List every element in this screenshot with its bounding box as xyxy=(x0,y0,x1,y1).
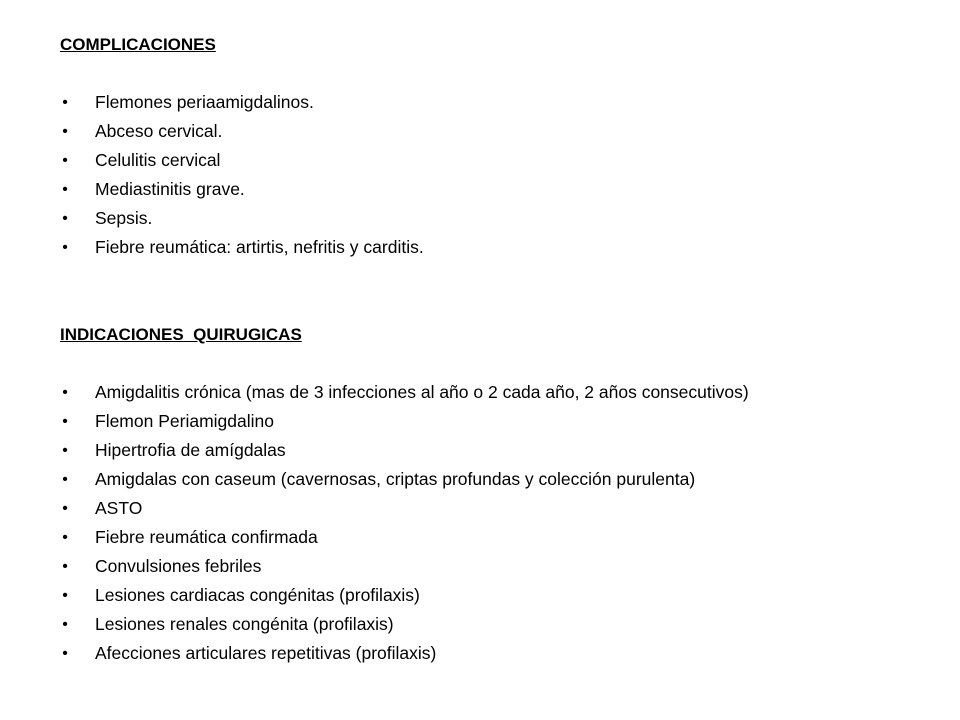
list-item-text: Abceso cervical. xyxy=(95,121,223,141)
bullet-icon: • xyxy=(62,645,68,662)
list-item-text: Flemon Periamigdalino xyxy=(95,411,274,431)
list-item-text: Lesiones renales congénita (profilaxis) xyxy=(95,614,394,634)
bullet-icon: • xyxy=(62,210,68,227)
list-item xyxy=(60,639,940,668)
list-item-text: Fiebre reumática confirmada xyxy=(95,527,318,547)
list-item xyxy=(60,436,940,465)
list-item xyxy=(60,146,940,175)
list-item-text: Hipertrofia de amígdalas xyxy=(95,440,286,460)
bullet-icon: • xyxy=(62,239,68,256)
complications-heading: COMPLICACIONES xyxy=(60,35,216,54)
bullet-icon: • xyxy=(62,384,68,401)
list-item xyxy=(60,204,940,233)
list-item xyxy=(60,581,940,610)
bullet-icon: • xyxy=(62,558,68,575)
indications-heading: INDICACIONES QUIRUGICAS xyxy=(60,325,302,344)
section-gap xyxy=(60,262,940,320)
bullet-icon: • xyxy=(62,181,68,198)
slide-content xyxy=(60,30,940,668)
bullet-icon: • xyxy=(62,442,68,459)
list-item-text: Amigdalas con caseum (cavernosas, criptas profundas y colección purulenta) xyxy=(95,469,696,489)
list-item xyxy=(60,465,940,494)
list-item-text: Fiebre reumática: artirtis, nefritis y carditis. xyxy=(95,237,424,257)
list-item-text: Amigdalitis crónica (mas de 3 infecciones al año o 2 cada año, 2 años consecutivos) xyxy=(95,382,749,402)
list-item-text: Celulitis cervical xyxy=(95,150,221,170)
list-item-text: Flemones periaamigdalinos. xyxy=(95,92,314,112)
spacer xyxy=(60,59,940,88)
spacer xyxy=(60,349,940,378)
list-item xyxy=(60,552,940,581)
indications-list xyxy=(60,378,940,668)
bullet-icon: • xyxy=(62,500,68,517)
list-item xyxy=(60,523,940,552)
bullet-icon: • xyxy=(62,413,68,430)
list-item xyxy=(60,378,940,407)
list-item-text: Sepsis. xyxy=(95,208,153,228)
list-item xyxy=(60,407,940,436)
list-item-text: Mediastinitis grave. xyxy=(95,179,245,199)
list-item xyxy=(60,610,940,639)
bullet-icon: • xyxy=(62,529,68,546)
list-item-text: Afecciones articulares repetitivas (profilaxis) xyxy=(95,643,437,663)
bullet-icon: • xyxy=(62,94,68,111)
list-item xyxy=(60,117,940,146)
list-item-text: Lesiones cardiacas congénitas (profilaxis) xyxy=(95,585,420,605)
bullet-icon: • xyxy=(62,123,68,140)
bullet-icon: • xyxy=(62,587,68,604)
list-item xyxy=(60,88,940,117)
complications-list xyxy=(60,88,940,262)
list-item-text: ASTO xyxy=(95,498,143,518)
list-item xyxy=(60,175,940,204)
list-item xyxy=(60,233,940,262)
list-item xyxy=(60,494,940,523)
bullet-icon: • xyxy=(62,471,68,488)
bullet-icon: • xyxy=(62,152,68,169)
bullet-icon: • xyxy=(62,616,68,633)
list-item-text: Convulsiones febriles xyxy=(95,556,262,576)
